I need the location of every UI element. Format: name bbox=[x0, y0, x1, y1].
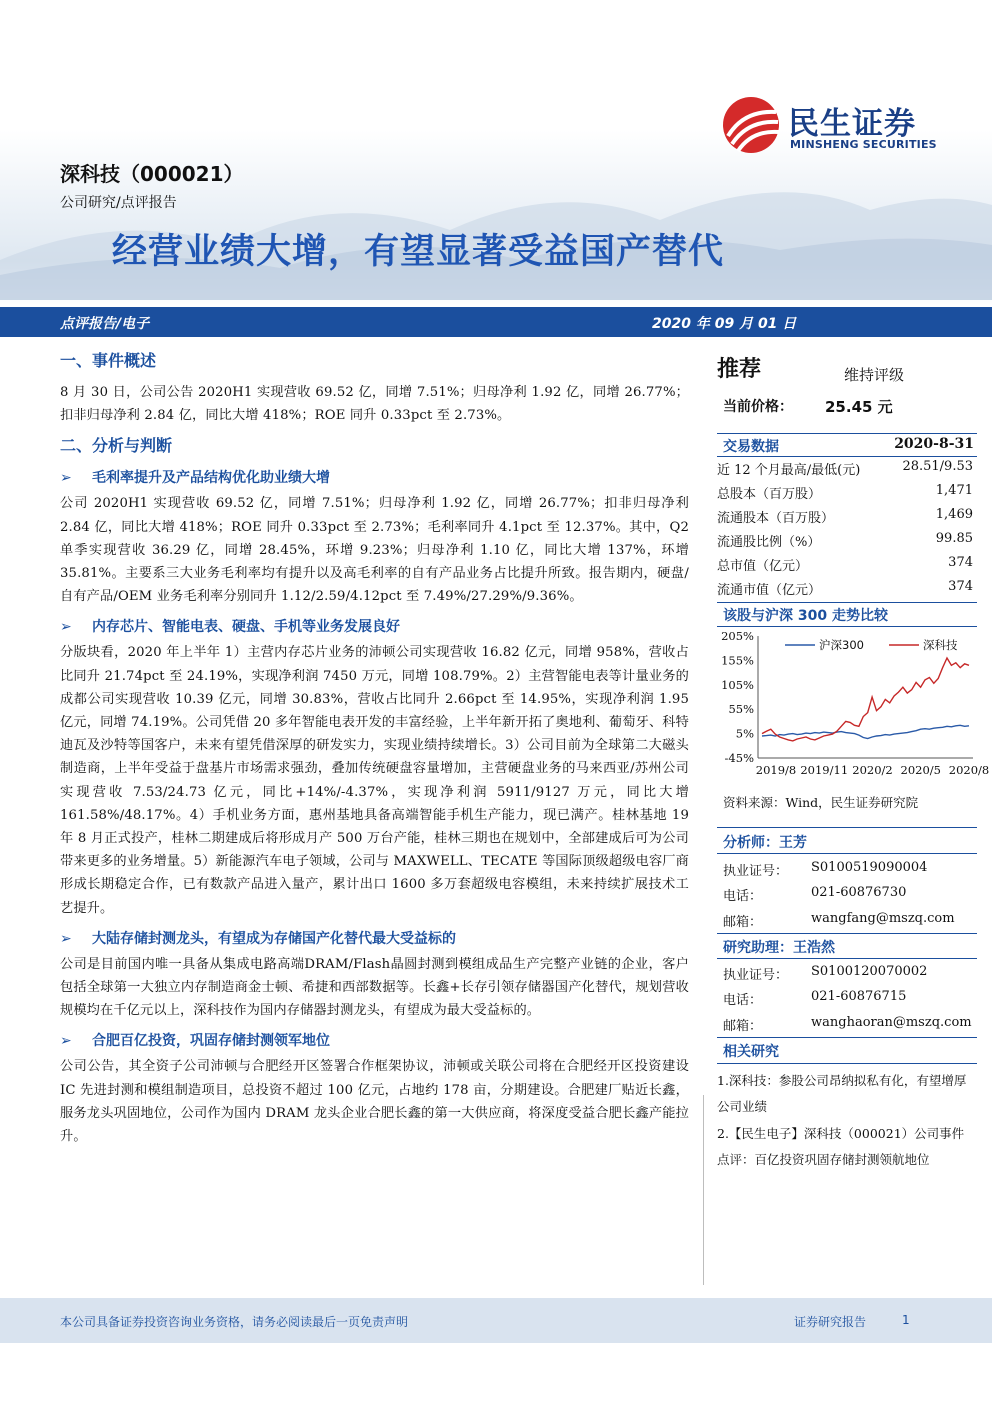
assistant-email[interactable]: wanghaoran@mszq.com bbox=[811, 1015, 972, 1030]
trend-chart bbox=[711, 629, 990, 792]
trade-row-value: 374 bbox=[948, 579, 973, 594]
analyst-email[interactable]: wangfang@mszq.com bbox=[811, 911, 955, 926]
analyst-row-label: 执业证号： bbox=[723, 864, 789, 879]
arrow-icon: ➢ bbox=[60, 619, 72, 636]
paragraph: 8 月 30 日，公司公告 2020H1 实现营收 69.52 亿，同增 7.51%；归母净利 1.92 亿，同增 26.77%；扣非归母净利 2.84 亿，同比大增 418%；ROE 同升 0.33pct 至 2.73%。 bbox=[60, 385, 689, 424]
y-tick-label: 205% bbox=[721, 629, 754, 643]
price-value: 25.45 元 bbox=[825, 398, 893, 416]
legend-label: 沪深300 bbox=[819, 638, 864, 652]
y-tick-label: 5% bbox=[735, 726, 754, 741]
trade-row bbox=[717, 552, 975, 576]
divider bbox=[717, 958, 977, 959]
arrow-icon: ➢ bbox=[60, 470, 72, 487]
analyst-row-label: 电话： bbox=[723, 889, 763, 904]
logo-text-en: MINSHENG SECURITIES bbox=[790, 138, 937, 151]
column-divider bbox=[703, 1095, 704, 1285]
footer-doc-type: 证券研究报告 bbox=[794, 1315, 867, 1329]
rating: 推荐 bbox=[717, 357, 762, 382]
subsection-heading bbox=[60, 927, 689, 951]
series-line-1 bbox=[762, 658, 969, 741]
report-category: 点评报告/电子 bbox=[60, 316, 150, 332]
assistant-row-label: 邮箱： bbox=[723, 1019, 763, 1034]
minsheng-logo-icon bbox=[722, 96, 782, 154]
rating-note: 维持评级 bbox=[844, 366, 905, 384]
assistant-row bbox=[723, 989, 977, 1011]
x-tick-label: 2019/8 bbox=[755, 763, 797, 777]
arrow-icon: ➢ bbox=[60, 1033, 72, 1050]
trade-row-label: 流通股比例（%） bbox=[717, 535, 821, 550]
divider bbox=[717, 1063, 977, 1064]
subsection-heading bbox=[60, 466, 689, 490]
subsection-title: 大陆存储封测龙头，有望成为存储国产化替代最大受益标的 bbox=[92, 930, 456, 947]
y-tick-label: 55% bbox=[728, 702, 754, 717]
trade-row-label: 总股本（百万股） bbox=[717, 487, 822, 502]
report-date: 2020 年 09 月 01 日 bbox=[652, 316, 797, 332]
y-tick-label: -45% bbox=[724, 751, 754, 765]
analyst-row bbox=[723, 885, 977, 907]
trade-row-value: 374 bbox=[948, 555, 973, 570]
trade-row bbox=[717, 480, 975, 504]
divider bbox=[717, 626, 977, 627]
paragraph: 公司 2020H1 实现营收 69.52 亿，同增 7.51%；归母净利 1.92 亿，同增 26.77%；扣非归母净利 2.84 亿，同比大增 418%；ROE 同升 0.33pct 至 2.73%；毛利率同升 4.1pct 至 12.37%。其中，Q2 单季实现营收 36.29 亿，同增 28.45%，环增 9.23%；归母净利 1.10 亿，同比大增 137%，环增 35.81%。主要系三大业务毛利率均有提升以及高毛利率的自有产品业务占比提升所致。报告期内，硬盘/自有产品/OEM 业务毛利率分别同升 1.12/2.59/4.12pct 至 7.49%/27.29%/9.36%。 bbox=[60, 496, 689, 605]
stock-name: 深科技（000021） bbox=[60, 162, 244, 186]
paragraph: 分版块看，2020 年上半年 1）主营内存芯片业务的沛顿公司实现营收 16.82 亿元，同增 958%，营收占比同升 21.74pct 至 24.19%，实现净利润 7450 万元，同增 108.79%。2）主营智能电表等计量业务的成都公司实现营收 10.39 亿元，同增 30.83%，营收占比同升 2.66pct 至 14.95%，实现净利润 1.95 亿元，同增 74.19%。公司凭借 20 多年智能电表开发的丰富经验，上半年新开拓了奥地利、葡萄牙、科特迪瓦及沙特等国客户，未来有望凭借深厚的研发实力，实现业绩持续增长。3）公司目前为全球第二大磁头制造商，上半年受益于盘基片市场需求强劲，叠加传统硬盘容量增加，主营硬盘业务的马来西亚/苏州公司实现营收 7.53/24.73 亿元，同比+14%/-4.37%，实现净利润 5911/9127 万元，同比大增 161.58%/48.17%。4）手机业务方面，惠州基地具备高端智能手机生产能力，现已满产。桂林基地 19 年 8 月正式投产，桂林二期建成后将形成月产 500 万台产能，桂林三期也在规划中，全部建成后可为公司带来更多的业务增量。5）新能源汽车电子领域，公司与 MAXWELL、TECATE 等国际顶级超级电容厂商形成长期稳定合作，已有数款产品进入量产，累计出口 1600 多万套超级电容模组，未来持续扩展技术工艺提升。 bbox=[60, 645, 689, 916]
y-tick-label: 155% bbox=[721, 653, 754, 668]
divider bbox=[717, 827, 977, 828]
disclaimer-note: 本公司具备证券投资咨询业务资格，请务必阅读最后一页免责声明 bbox=[60, 1315, 409, 1329]
divider bbox=[717, 1037, 977, 1038]
trade-data-date: 2020-8-31 bbox=[894, 436, 974, 452]
logo-text-cn: 民生证券 bbox=[788, 106, 916, 142]
analyst-row-label: 邮箱： bbox=[723, 915, 763, 930]
analyst-title: 分析师：王芳 bbox=[723, 835, 807, 851]
divider bbox=[717, 853, 977, 854]
legend-label: 深科技 bbox=[923, 638, 958, 652]
trade-row bbox=[717, 504, 975, 528]
chart-source: 资料来源：Wind，民生证券研究院 bbox=[723, 795, 919, 810]
x-tick-label: 2020/2 bbox=[852, 763, 893, 777]
x-tick-label: 2020/5 bbox=[900, 763, 941, 777]
trade-data-title: 交易数据 bbox=[723, 439, 779, 455]
trade-row bbox=[717, 528, 975, 552]
series-line-0 bbox=[762, 725, 969, 738]
divider bbox=[717, 933, 977, 934]
trade-row bbox=[717, 456, 975, 480]
trade-row bbox=[717, 576, 975, 600]
assistant-row bbox=[723, 1015, 977, 1037]
analyst-row bbox=[723, 860, 977, 882]
trade-row-label: 流通市值（亿元） bbox=[717, 583, 822, 598]
section-heading: 二、分析与判断 bbox=[60, 436, 173, 456]
assistant-row-label: 执业证号： bbox=[723, 968, 789, 983]
divider bbox=[717, 433, 977, 434]
related-link[interactable]: 2.【民生电子】深科技（000021）公司事件点评：百亿投资巩固存储封测领航地位 bbox=[717, 1126, 965, 1167]
subsection-title: 内存芯片、智能电表、硬盘、手机等业务发展良好 bbox=[92, 619, 400, 636]
assistant-row-value: S0100120070002 bbox=[811, 964, 928, 979]
related-title: 相关研究 bbox=[723, 1044, 779, 1060]
analyst-row bbox=[723, 911, 977, 933]
x-tick-label: 2020/8 bbox=[948, 763, 990, 777]
subsection-heading bbox=[60, 1029, 689, 1053]
subsection-title: 合肥百亿投资，巩固存储封测领军地位 bbox=[92, 1033, 330, 1050]
main-content bbox=[60, 349, 689, 1155]
trade-row-value: 1,471 bbox=[935, 483, 973, 498]
trade-row-value: 1,469 bbox=[935, 507, 973, 522]
trade-row-label: 总市值（亿元） bbox=[717, 559, 809, 574]
y-tick-label: 105% bbox=[721, 677, 754, 692]
trade-row-label: 近 12 个月最高/最低(元) bbox=[717, 463, 861, 478]
analyst-row-value: S0100519090004 bbox=[811, 860, 928, 875]
assistant-title: 研究助理：王浩然 bbox=[723, 940, 835, 956]
report-type: 公司研究/点评报告 bbox=[60, 195, 177, 211]
paragraph: 公司公告，其全资子公司沛顿与合肥经开区签署合作框架协议，沛顿或关联公司将在合肥经开区投资建设 IC 先进封测和模组制造项目，总投资不超过 100 亿元，占地约 178 亩，分期建设。合肥建厂贴近长鑫，服务龙头巩固地位，公司作为国内 DRAM 龙头企业合肥长鑫的第一大供应商，将深度受益合肥长鑫产能拉升。 bbox=[60, 1059, 689, 1145]
divider bbox=[717, 602, 977, 603]
assistant-row-value: 021-60876715 bbox=[811, 989, 907, 1004]
arrow-icon: ➢ bbox=[60, 930, 72, 947]
subsection-title: 毛利率提升及产品结构优化助业绩大增 bbox=[92, 470, 330, 487]
trade-row-value: 99.85 bbox=[935, 531, 973, 546]
page-number: 1 bbox=[902, 1313, 910, 1327]
assistant-row bbox=[723, 964, 977, 986]
related-link[interactable]: 1.深科技：参股公司昂纳拟私有化，有望增厚公司业绩 bbox=[717, 1073, 967, 1114]
assistant-row-label: 电话： bbox=[723, 993, 763, 1008]
price-label: 当前价格： bbox=[723, 399, 793, 415]
x-tick-label: 2019/11 bbox=[800, 763, 849, 777]
subsection-heading bbox=[60, 615, 689, 639]
trade-row-label: 流通股本（百万股） bbox=[717, 511, 835, 526]
chart-title: 该股与沪深 300 走势比较 bbox=[723, 608, 888, 624]
trade-row-value: 28.51/9.53 bbox=[902, 459, 973, 474]
logo bbox=[722, 96, 962, 154]
section-heading: 一、事件概述 bbox=[60, 351, 157, 370]
paragraph: 公司是目前国内唯一具备从集成电路高端DRAM/Flash晶圆封测到模组成品生产完整产业链的企业，客户包括全球第一大独立内存制造商金士顿、希捷和西部数据等。长鑫+长存引领存储器国产化替代，规划营收规模均在千亿元以上，深科技作为国内存储器封测龙头，有望成为最大受益标的。 bbox=[60, 956, 689, 1019]
report-title: 经营业绩大增，有望显著受益国产替代 bbox=[112, 232, 725, 272]
analyst-row-value: 021-60876730 bbox=[811, 885, 907, 900]
